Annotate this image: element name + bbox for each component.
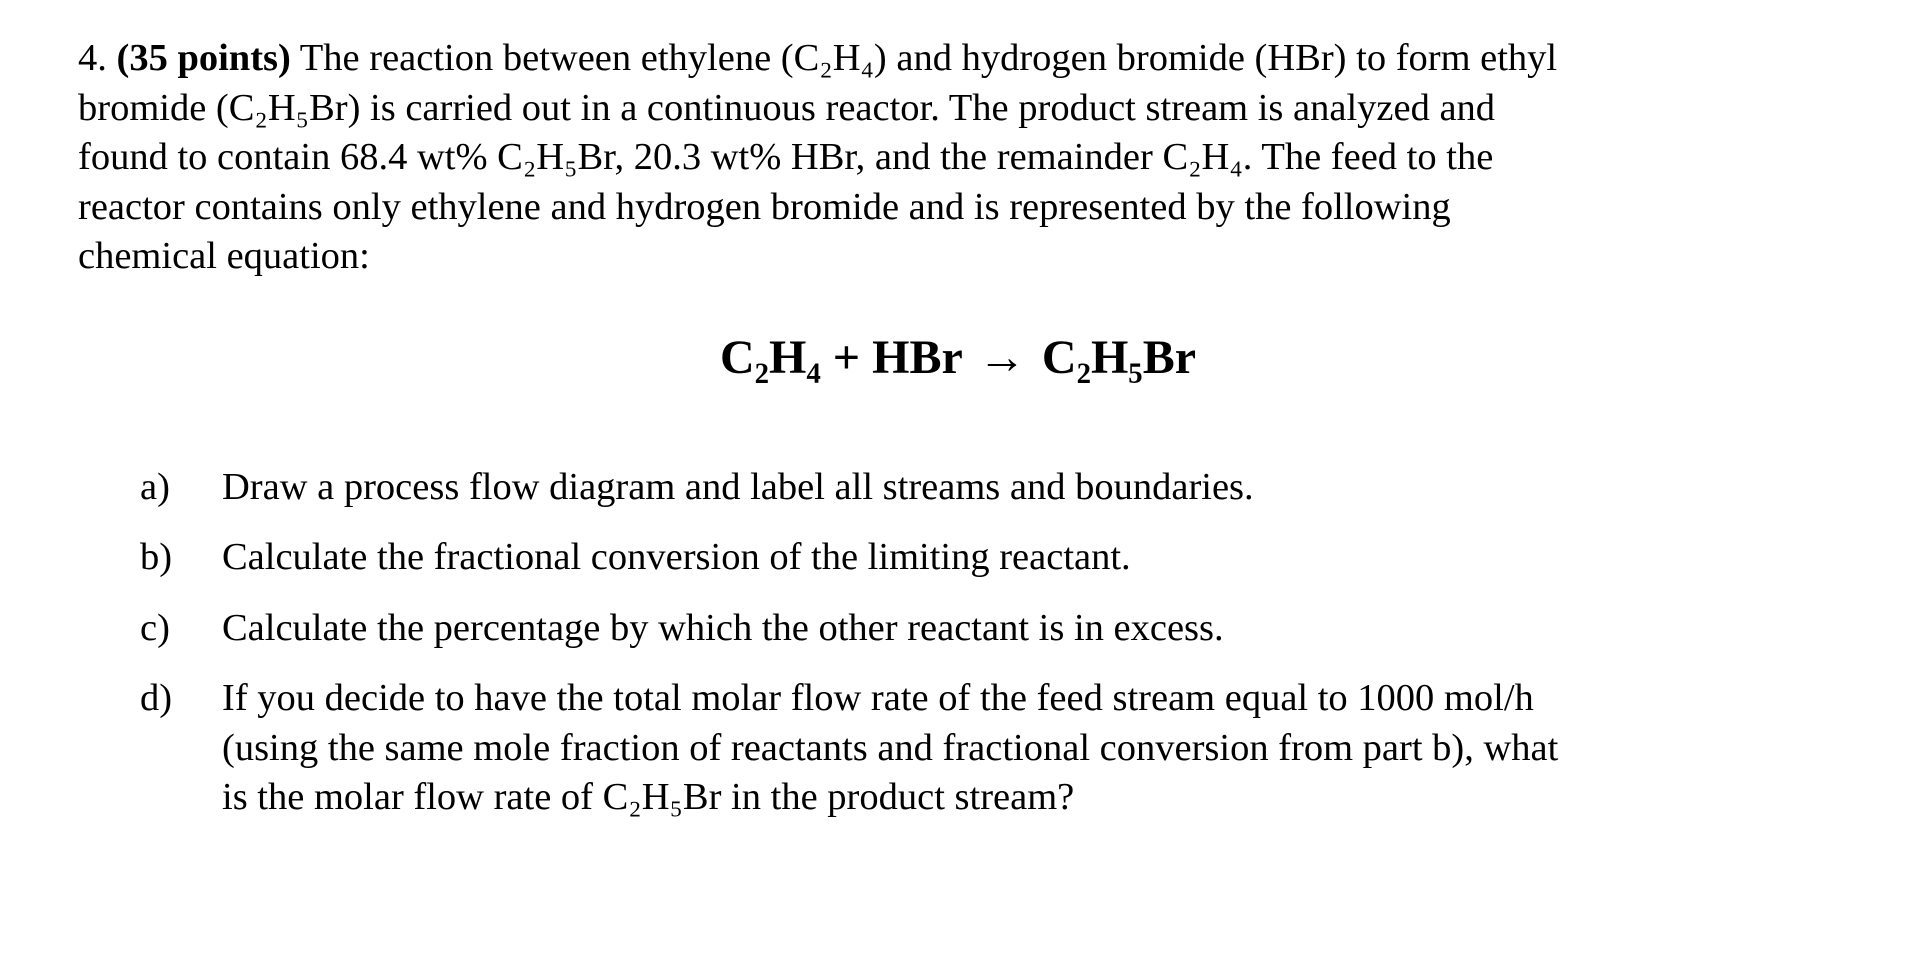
equation-reactants: C₂H₄ + HBr	[719, 331, 962, 384]
part-text-line: (using the same mole fraction of reactants and fractional conversion from part b), what	[222, 726, 1559, 769]
part-letter: c)	[140, 607, 170, 649]
part-text	[222, 463, 1772, 513]
problem-text-line: reactor contains only ethylene and hydrogen bromide and is represented by the following	[78, 185, 1451, 228]
part-text-line: is the molar flow rate of C₂H₅Br in the product stream?	[222, 776, 1075, 818]
problem-statement-line-1	[78, 34, 1758, 84]
problem-text-line: The reaction between ethylene (C₂H₄) and hydrogen bromide (HBr) to form ethyl	[290, 37, 1558, 79]
chemical-equation	[0, 330, 1916, 386]
part-text-line: Calculate the fractional conversion of the limiting reactant.	[222, 536, 1131, 578]
part-text	[222, 533, 1772, 583]
part-text-line: If you decide to have the total molar flow rate of the feed stream equal to 1000 mol/h	[222, 677, 1534, 719]
problem-text-line: found to contain 68.4 wt% C₂H₅Br, 20.3 wt% HBr, and the remainder C₂H₄. The feed to the	[78, 136, 1494, 178]
equation-product: C₂H₅Br	[1041, 331, 1197, 384]
problem-text-line: chemical equation:	[78, 235, 370, 277]
part-text	[222, 604, 1772, 654]
part-letter: a)	[140, 466, 170, 508]
problem-text-line: bromide (C₂H₅Br) is carried out in a continuous reactor. The product stream is analyzed and	[78, 86, 1496, 129]
part-text-line: Calculate the percentage by which the other reactant is in excess.	[222, 607, 1224, 649]
part-text-line: Draw a process flow diagram and label all streams and boundaries.	[222, 466, 1254, 508]
problem-number: 4.	[78, 37, 107, 79]
part-letter: d)	[140, 677, 173, 719]
part-letter: b)	[140, 536, 173, 578]
reaction-arrow-icon: →	[977, 331, 1026, 384]
problem-points: (35 points)	[116, 37, 291, 79]
problem-statement	[78, 34, 1758, 282]
part-text	[222, 674, 1772, 823]
